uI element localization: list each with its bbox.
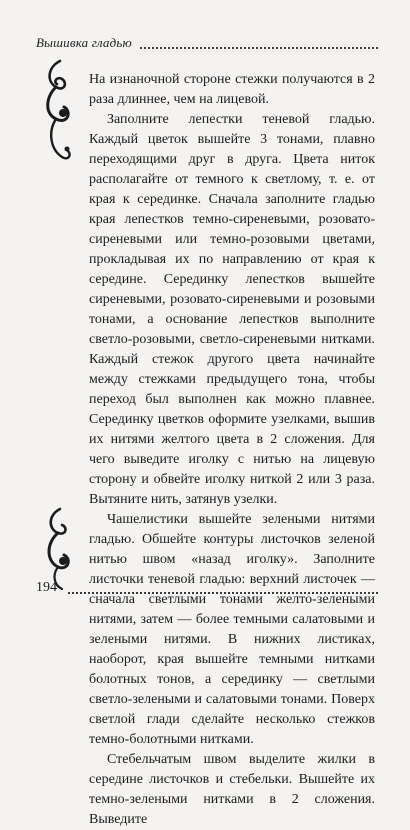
paragraph: Стебельчатым швом выделите жилки в середине листочков и стебельки. Вышейте их темно-зелеными нитками в 2 сложения. Выведите xyxy=(89,752,375,827)
flourish-ornament-icon xyxy=(38,57,76,167)
paragraph: Чашелистики вышейте зелеными нитями гладью. Обшейте контуры листочков зеленой нитью швом «назад иголку». Заполните листочки теневой гладью: верхний листочек — сначала светлыми тонами желто-зелеными нитями, затем — более темными салатовыми и зелеными нитями. В нижних листиках, наоборот, края вышейте темными нитками болотных тонов, а серединку — светлыми светло-зелеными и салатовыми тонами. Поверх светлой глади сделайте несколько стежков темно-болотными нитками. xyxy=(89,512,375,747)
paragraph: Заполните лепестки теневой гладью. Каждый цветок вышейте 3 тонами, плавно переходящими друг в друга. Цвета ниток располагайте от темного к светлому, т. е. от края к серединке. Сначала заполните гладью края лепестков темно-сиреневыми, розовато-сиреневыми или темно-розовыми цветами, прокладывая их по направлению от края к середине. Серединку лепестков вышейте сиреневыми, розовато-сиреневыми и розовыми тонами, а основание лепестков выполните светло-розовыми, светло-сиреневыми нитками. Каждый стежок другого цвета начинайте между стежками предыдущего тона, чтобы переход был выполнен как можно плавнее. Серединку цветков оформите узелками, вышив их нитями желтого цвета в 2 сложения. Для чего выведите иголку с нитью на лицевую сторону и обвейте иголку ниткой 2 или 3 раза. Вытяните нить, затянув узелки. xyxy=(89,112,375,507)
paragraph: На изнаночной стороне стежки получаются в 2 раза длиннее, чем на лицевой. xyxy=(89,72,375,107)
page-number: 194 xyxy=(36,580,57,595)
body-text xyxy=(89,70,375,830)
running-header: Вышивка гладью xyxy=(36,35,132,50)
header-dotted-rule xyxy=(140,47,378,49)
footer-dotted-rule xyxy=(68,592,378,594)
